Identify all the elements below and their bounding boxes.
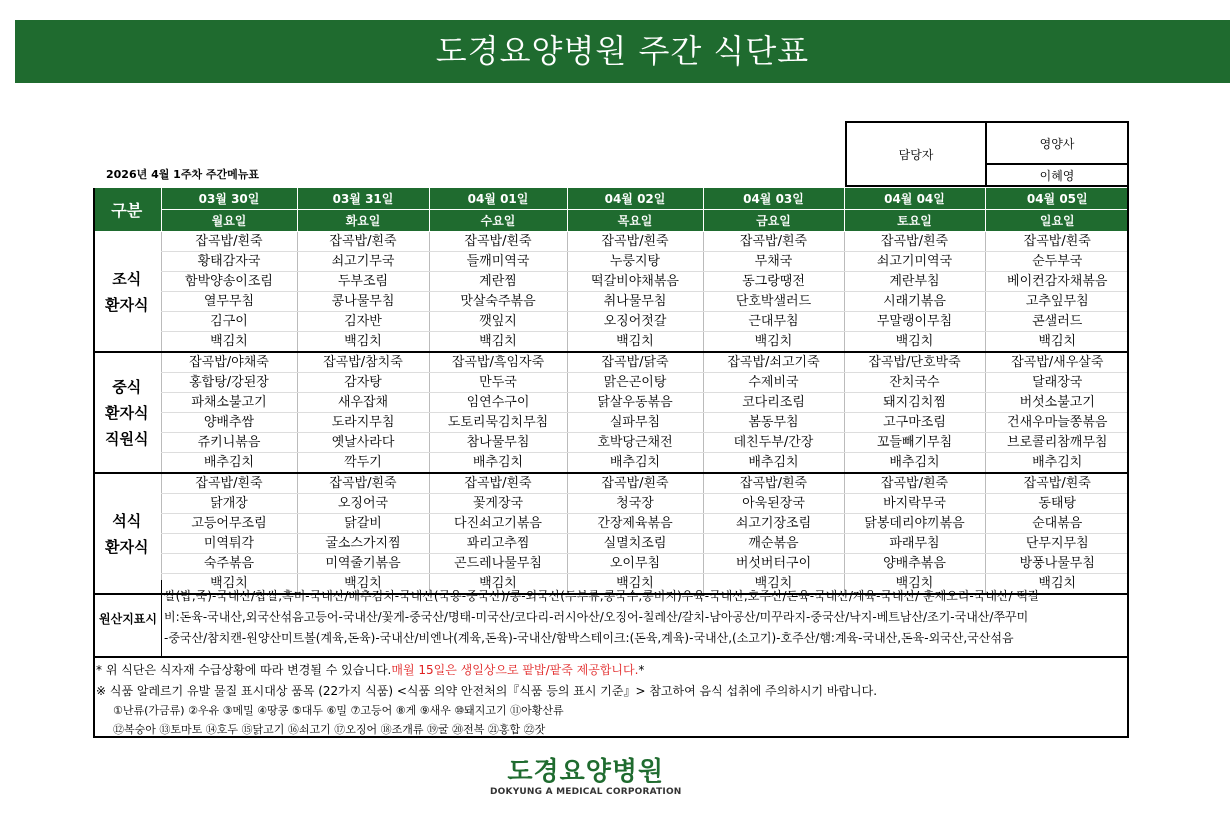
menu-item: 버섯버터구이 <box>703 554 844 574</box>
menu-item: 감자탕 <box>297 373 429 393</box>
menu-item: 배추김치 <box>985 453 1129 474</box>
menu-item: 순두부국 <box>985 252 1129 272</box>
change-notice-text: * 위 식단은 식자재 수급상황에 따라 변경될 수 있습니다. <box>96 663 392 677</box>
page-title: 도경요양병원 주간 식단표 <box>15 20 1230 83</box>
menu-item: 다진쇠고기볶음 <box>429 514 567 534</box>
menu-row <box>93 393 1129 413</box>
menu-item: 돼지김치찜 <box>844 393 985 413</box>
menu-item: 굴소스가지찜 <box>297 534 429 554</box>
menu-item: 잡곡밥/쇠고기죽 <box>703 352 844 373</box>
menu-item: 백김치 <box>297 574 429 595</box>
menu-item: 쇠고기미역국 <box>844 252 985 272</box>
menu-item: 미역튀각 <box>161 534 297 554</box>
meal-label <box>93 352 161 473</box>
menu-item: 쥬키니볶음 <box>161 433 297 453</box>
menu-item: 백김치 <box>161 574 297 595</box>
origin-info <box>164 586 1126 656</box>
logo-english: DOKYUNG A MEDICAL CORPORATION <box>490 787 682 797</box>
menu-period: 2026년 4월 1주차 주간메뉴표 <box>106 168 260 181</box>
allergen-list: ⑫복숭아 ⑬토마토 ⑭호두 ⑮닭고기 ⑯쇠고기 ⑰오징어 ⑱조개류 ⑲굴 ⑳전복 ㉑홍합 ㉒잣 <box>113 723 546 736</box>
menu-item: 꽈리고추찜 <box>429 534 567 554</box>
menu-item: 들깨미역국 <box>429 252 567 272</box>
menu-row <box>93 312 1129 332</box>
menu-item: 잡곡밥/흰죽 <box>703 232 844 252</box>
menu-item: 참나물무침 <box>429 433 567 453</box>
menu-item: 데친두부/간장 <box>703 433 844 453</box>
menu-item: 배추김치 <box>161 453 297 474</box>
menu-item: 닭살우동볶음 <box>567 393 703 413</box>
day-date: 03월 31일 <box>297 188 429 210</box>
origin-label: 원산지표시 <box>95 580 162 656</box>
menu-item: 단호박샐러드 <box>703 292 844 312</box>
menu-item: 베이컨감자채볶음 <box>985 272 1129 292</box>
origin-line: 쌀(밥,죽)-국내산/찹쌀,흑미-국내산/배추김치-국내산(국용-중국산)/콩-외국산(두부류,콩국수,콩비지)우육-국내산,호주산/돈육-국내산/계육-국내산/ 훈제오리-국내산/ 떡갈 <box>164 589 1040 603</box>
menu-item: 잡곡밥/흰죽 <box>985 473 1129 494</box>
day-weekday: 금요일 <box>703 210 844 232</box>
menu-item: 새우잡채 <box>297 393 429 413</box>
menu-item: 임연수구이 <box>429 393 567 413</box>
menu-item: 도토리묵김치무침 <box>429 413 567 433</box>
menu-item: 누룽지탕 <box>567 252 703 272</box>
menu-item: 닭봉데리야끼볶음 <box>844 514 985 534</box>
birthday-notice: 매월 15일은 생일상으로 팥밥/팥죽 제공합니다. <box>391 663 639 677</box>
origin-line: 비:돈육-국내산,외국산섞음고등어-국내산/꽃게-중국산/명태-미국산/코다리-러시아산/오징어-칠레산/갈치-남아공산/미꾸라지-중국산/낙지-베트남산/조기-국내산/쭈꾸미 <box>164 610 1029 624</box>
menu-item: 잡곡밥/흰죽 <box>844 232 985 252</box>
menu-item: 잡곡밥/흰죽 <box>567 473 703 494</box>
menu-item: 잡곡밥/흰죽 <box>429 473 567 494</box>
menu-item: 동그랑땡전 <box>703 272 844 292</box>
menu-item: 백김치 <box>985 332 1129 353</box>
menu-item: 양배추쌈 <box>161 413 297 433</box>
menu-item: 꽃게장국 <box>429 494 567 514</box>
menu-item: 배추김치 <box>703 453 844 474</box>
menu-item: 깻잎지 <box>429 312 567 332</box>
menu-item: 황태감자국 <box>161 252 297 272</box>
menu-item: 잡곡밥/야채죽 <box>161 352 297 373</box>
dietitian-name: 이혜영 <box>986 164 1128 186</box>
menu-item: 쇠고기무국 <box>297 252 429 272</box>
menu-item: 실파무침 <box>567 413 703 433</box>
menu-row <box>93 534 1129 554</box>
menu-row <box>93 272 1129 292</box>
menu-item: 건새우마늘쫑볶음 <box>985 413 1129 433</box>
day-weekday: 목요일 <box>567 210 703 232</box>
meal-label-line: 조식 <box>112 269 142 288</box>
menu-item: 봄동무침 <box>703 413 844 433</box>
menu-item: 배추김치 <box>567 453 703 474</box>
menu-item: 호박당근채전 <box>567 433 703 453</box>
menu-item: 함박양송이조림 <box>161 272 297 292</box>
menu-item: 백김치 <box>703 574 844 595</box>
menu-item: 배추김치 <box>844 453 985 474</box>
menu-item: 동태탕 <box>985 494 1129 514</box>
menu-item: 오징어국 <box>297 494 429 514</box>
menu-item: 잡곡밥/흰죽 <box>297 473 429 494</box>
menu-item: 청국장 <box>567 494 703 514</box>
menu-item: 홍합탕/강된장 <box>161 373 297 393</box>
menu-item: 바지락무국 <box>844 494 985 514</box>
menu-item: 잡곡밥/흰죽 <box>161 232 297 252</box>
menu-item: 잡곡밥/새우살죽 <box>985 352 1129 373</box>
menu-item: 쇠고기장조림 <box>703 514 844 534</box>
menu-item: 고등어무조림 <box>161 514 297 534</box>
divider <box>93 656 1129 658</box>
menu-item: 백김치 <box>844 332 985 353</box>
menu-item: 백김치 <box>161 332 297 353</box>
menu-item: 계란찜 <box>429 272 567 292</box>
menu-item: 실멸치조림 <box>567 534 703 554</box>
menu-item: 떡갈비야채볶음 <box>567 272 703 292</box>
menu-item: 잡곡밥/흰죽 <box>161 473 297 494</box>
divider <box>93 736 1129 738</box>
menu-item: 곤드레나물무침 <box>429 554 567 574</box>
menu-item: 잡곡밥/흰죽 <box>844 473 985 494</box>
menu-row <box>93 413 1129 433</box>
menu-item: 오징어젓갈 <box>567 312 703 332</box>
change-notice <box>96 661 644 678</box>
menu-item: 양배추볶음 <box>844 554 985 574</box>
menu-item: 근대무침 <box>703 312 844 332</box>
allergen-list: ①난류(가금류) ②우유 ③메밀 ④땅콩 ⑤대두 ⑥밀 ⑦고등어 ⑧게 ⑨새우 ⑩돼지고기 ⑪아황산류 <box>113 704 564 717</box>
menu-item: 잡곡밥/흰죽 <box>297 232 429 252</box>
menu-item: 고추잎무침 <box>985 292 1129 312</box>
menu-item: 만두국 <box>429 373 567 393</box>
allergy-notice: ※ 식품 알레르기 유발 물질 표시대상 품목 (22가지 식품) <식품 의약 안전처의『식품 등의 표시 기준』> 참고하여 음식 섭취에 주의하시기 바랍니다. <box>96 684 878 698</box>
menu-item: 백김치 <box>844 574 985 595</box>
menu-item: 달래장국 <box>985 373 1129 393</box>
menu-item: 김자반 <box>297 312 429 332</box>
menu-item: 잡곡밥/흰죽 <box>429 232 567 252</box>
day-date: 04월 01일 <box>429 188 567 210</box>
hospital-logo <box>490 757 682 797</box>
menu-item: 브로콜리참깨무침 <box>985 433 1129 453</box>
meal-label-line: 환자식 <box>105 295 149 314</box>
menu-item: 옛날사라다 <box>297 433 429 453</box>
meal-label <box>93 232 161 353</box>
day-weekday: 수요일 <box>429 210 567 232</box>
notice-suffix: * <box>638 663 645 677</box>
menu-item: 잡곡밥/흰죽 <box>703 473 844 494</box>
dietitian-label: 영양사 <box>986 122 1128 164</box>
menu-item: 잡곡밥/흰죽 <box>985 232 1129 252</box>
menu-item: 백김치 <box>297 332 429 353</box>
menu-item: 깨순볶음 <box>703 534 844 554</box>
day-date: 03월 30일 <box>161 188 297 210</box>
menu-item: 오이무침 <box>567 554 703 574</box>
menu-item: 잔치국수 <box>844 373 985 393</box>
menu-item: 백김치 <box>985 574 1129 595</box>
menu-item: 무말랭이무침 <box>844 312 985 332</box>
menu-row <box>93 252 1129 272</box>
day-weekday: 월요일 <box>161 210 297 232</box>
meal-label-line: 환자식 <box>105 537 149 556</box>
menu-row <box>93 232 1129 252</box>
menu-item: 단무지무침 <box>985 534 1129 554</box>
menu-item: 맛살숙주볶음 <box>429 292 567 312</box>
menu-item: 도라지무침 <box>297 413 429 433</box>
table-frame-right <box>1127 121 1129 738</box>
menu-item: 고구마조림 <box>844 413 985 433</box>
header-gubun: 구분 <box>93 188 161 232</box>
menu-item: 백김치 <box>567 574 703 595</box>
day-date: 04월 05일 <box>985 188 1129 210</box>
menu-item: 김구이 <box>161 312 297 332</box>
menu-item: 백김치 <box>567 332 703 353</box>
menu-item: 파채소불고기 <box>161 393 297 413</box>
menu-item: 순대볶음 <box>985 514 1129 534</box>
menu-item: 백김치 <box>429 574 567 595</box>
menu-item: 코다리조림 <box>703 393 844 413</box>
day-weekday: 일요일 <box>985 210 1129 232</box>
menu-item: 간장제육볶음 <box>567 514 703 534</box>
menu-table <box>93 188 1129 595</box>
menu-item: 닭갈비 <box>297 514 429 534</box>
menu-item: 미역줄기볶음 <box>297 554 429 574</box>
menu-item: 방풍나물무침 <box>985 554 1129 574</box>
meal-label-line: 환자식 <box>105 403 149 422</box>
day-weekday: 화요일 <box>297 210 429 232</box>
day-weekday: 토요일 <box>844 210 985 232</box>
menu-item: 꼬들빼기무침 <box>844 433 985 453</box>
menu-item: 무채국 <box>703 252 844 272</box>
menu-item: 백김치 <box>429 332 567 353</box>
menu-row <box>93 352 1129 373</box>
menu-row <box>93 514 1129 534</box>
meal-label-line: 석식 <box>112 511 142 530</box>
menu-item: 잡곡밥/단호박죽 <box>844 352 985 373</box>
menu-item: 맑은곤이탕 <box>567 373 703 393</box>
day-date: 04월 03일 <box>703 188 844 210</box>
menu-row <box>93 554 1129 574</box>
menu-item: 잡곡밥/흑임자죽 <box>429 352 567 373</box>
menu-row <box>93 494 1129 514</box>
menu-item: 취나물무침 <box>567 292 703 312</box>
menu-item: 계란부침 <box>844 272 985 292</box>
origin-line: -중국산/참치캔-원양산미트볼(계육,돈육)-국내산/비엔나(계육,돈육)-국내산/함박스테이크:(돈육,계육)-국내산,(소고기)-호주산/햄:계육-국내산,돈육-외국산,국산섞음 <box>164 631 1014 645</box>
menu-item: 버섯소불고기 <box>985 393 1129 413</box>
manager-label: 담당자 <box>846 122 986 186</box>
menu-item: 백김치 <box>703 332 844 353</box>
menu-item: 배추김치 <box>429 453 567 474</box>
menu-item: 두부조림 <box>297 272 429 292</box>
menu-item: 열무무침 <box>161 292 297 312</box>
menu-row <box>93 332 1129 353</box>
menu-item: 잡곡밥/흰죽 <box>567 232 703 252</box>
menu-item: 잡곡밥/닭죽 <box>567 352 703 373</box>
logo-korean: 도경요양병원 <box>507 757 665 787</box>
menu-item: 숙주볶음 <box>161 554 297 574</box>
meal-label <box>93 473 161 594</box>
day-date: 04월 04일 <box>844 188 985 210</box>
meal-label-line: 중식 <box>112 377 142 396</box>
menu-item: 아욱된장국 <box>703 494 844 514</box>
meal-label-line: 직원식 <box>105 429 149 448</box>
menu-item: 파래무침 <box>844 534 985 554</box>
menu-row <box>93 373 1129 393</box>
menu-item: 깍두기 <box>297 453 429 474</box>
menu-item: 콩나물무침 <box>297 292 429 312</box>
menu-row <box>93 292 1129 312</box>
menu-row <box>93 453 1129 474</box>
menu-item: 시래기볶음 <box>844 292 985 312</box>
approval-box <box>845 121 1129 187</box>
menu-item: 콘샐러드 <box>985 312 1129 332</box>
menu-item: 닭개장 <box>161 494 297 514</box>
menu-row <box>93 433 1129 453</box>
day-date: 04월 02일 <box>567 188 703 210</box>
menu-item: 잡곡밥/참치죽 <box>297 352 429 373</box>
menu-row <box>93 473 1129 494</box>
menu-item: 수제비국 <box>703 373 844 393</box>
